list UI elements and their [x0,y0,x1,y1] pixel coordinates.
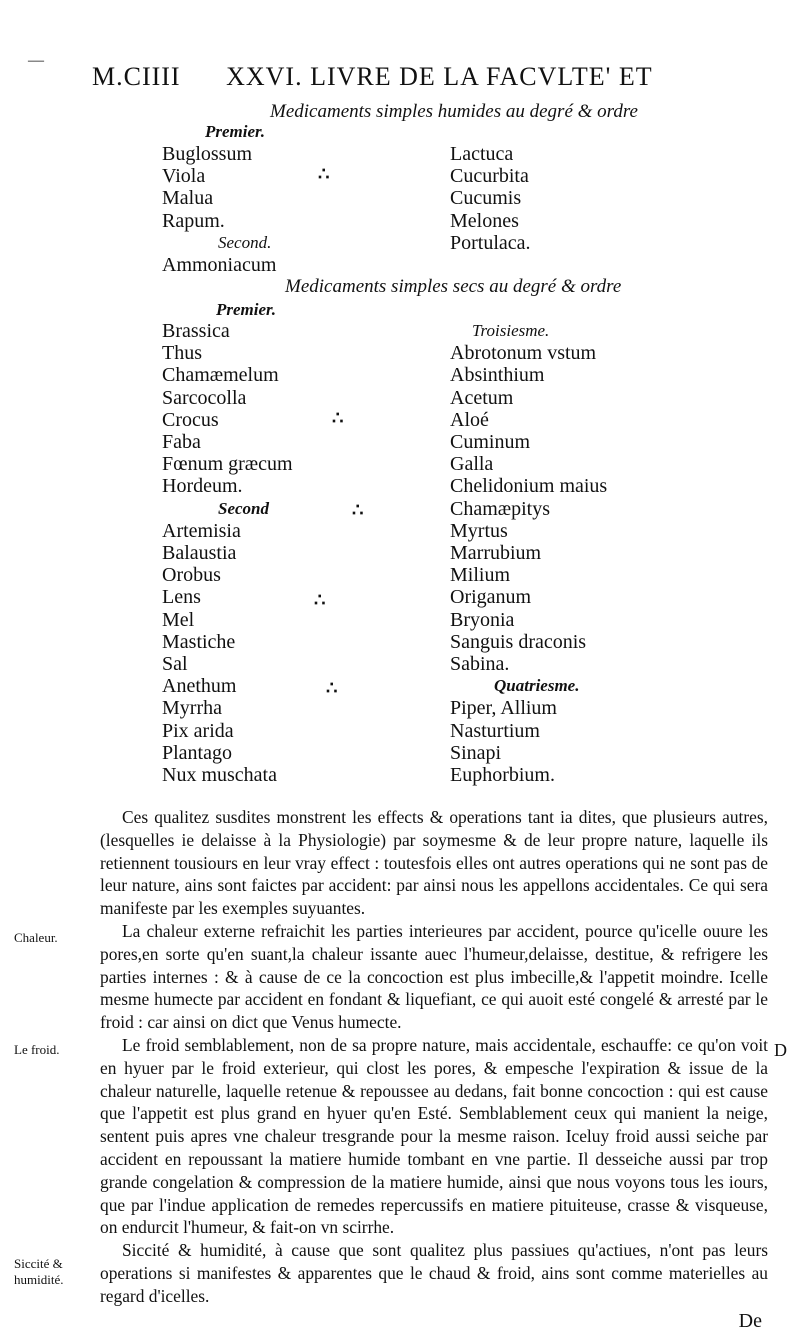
list-item: Mel [162,608,195,631]
list-item: Myrrha [162,697,222,720]
margin-note-line: humidité. [14,1272,64,1287]
label-troisiesme: Troisiesme. [472,321,550,340]
label-second-humides: Second. [218,232,272,252]
list-item: Anethum [162,675,237,698]
list-item: Myrtus [450,519,508,542]
running-title: XXVI. LIVRE DE LA FACVLTE' ET [226,62,653,91]
list-item: Ammoniacum [162,254,277,277]
paragraph-qualitez: Ces qualitez susdites monstrent les effects & operations tant ia dites, que plusieurs autres, (lesquelles ie delaisse à la Physiologie) par soymesme & de leur propre nature, laquelle ils retiennent tousiours en leur vray effect : toutesfois elles ont autres operations qui ne sont pas de leur nature, ains sont faictes par accident: par ainsi nous les appellons accidentales. Ce qui sera manifeste par les exemples suyuantes. [100,807,768,919]
list-item: Sanguis draconis [450,630,587,653]
list-item: Melones [450,209,519,232]
list-item: Buglossum [162,143,253,165]
list-item: Bryonia [450,608,515,631]
dots-separator: ∴ [352,500,364,520]
list-item: Lactuca [450,143,514,165]
section-letter-mark: D [774,1040,787,1060]
list-item: Sabina. [450,653,510,676]
humides-left-column [162,143,276,276]
list-item: Milium [450,564,511,587]
list-item: Crocus [162,408,219,431]
list-item: Chamæpitys [450,497,551,520]
list-item: Balaustia [162,542,237,565]
list-item: Orobus [162,564,221,587]
paragraph-froid: Le froid semblablement, non de sa propre nature, mais accidentale, eschauffe: ce qu'on voit en hyuer par le froid exterieur, qui clost les pores, & empesche l'expiration & issue de la chaleur naturelle, laquelle retenue & repoussee au dedans, fait bonne concoction : qui est cause que l'appetit est plus grand en hyuer qu'en Esté. Semblablement ceux qui manient la neige, sentent puis apres vne chaleur tresgrande pour la mesme raison. Iceluy froid aussi seiche par accident en repoussant la matiere humide tombant en vne partie. Il desseiche aussi par trop grande congelation & compression de la matiere humide, ainsi que nous voyons tous les iours, que par l'indue application de remedes repercussifs en matiere pituiteuse, crasse & visqueuse, on endurcit l'humeur, & fait-on vn scirrhe. [100,1034,768,1238]
list-item: Hordeum. [162,475,243,498]
body-text [100,806,768,1308]
list-item: Viola [162,165,206,188]
secs-right-column [450,320,607,786]
list-item: Plantago [162,741,232,764]
list-item: Aloé [450,408,489,431]
label-premier-secs: Premier. [216,300,276,319]
humides-right-column [450,143,531,254]
list-item: Rapum. [162,209,225,232]
list-item: Galla [450,453,494,476]
list-item: Malua [162,187,214,210]
dots-separator: ∴ [318,164,330,184]
dots-separator: ∴ [314,590,326,610]
corner-mark: — [28,52,44,69]
list-item: Brassica [162,320,230,342]
margin-note-siccite [14,1256,63,1288]
list-item: Pix arida [162,719,234,742]
list-item: Chamæmelum [162,364,279,387]
list-item: Marrubium [450,542,542,565]
dots-separator: ∴ [332,408,344,428]
list-item: Acetum [450,386,514,409]
list-item: Sinapi [450,741,502,764]
margin-note-line: Siccité & [14,1256,63,1271]
list-item: Cucumis [450,187,522,210]
section-title-humides: Medicaments simples humides au degré & ordre [270,101,638,122]
list-item: Cucurbita [450,165,529,188]
dots-separator: ∴ [326,678,338,698]
list-item: Artemisia [162,519,241,542]
margin-note-chaleur: Chaleur. [14,930,58,945]
list-item: Cuminum [450,431,531,454]
page-header [92,62,653,92]
list-item: Origanum [450,586,532,609]
list-item: Lens [162,586,201,609]
catchword: De [738,1310,762,1332]
list-item: Mastiche [162,630,236,653]
list-item: Thus [162,342,202,365]
margin-note-froid: Le froid. [14,1042,60,1057]
list-item: Nasturtium [450,719,540,742]
list-item: Abrotonum vstum [450,342,597,365]
paragraph-siccite: Siccité & humidité, à cause que sont qualitez plus passiues qu'actiues, n'ont pas leurs operations si manifestes & apparentes que le chaud & froid, ains sont comme materielles au regard d'icelles. [100,1240,768,1306]
list-item: Portulaca. [450,231,531,254]
folio-number: M.CIIII [92,62,181,91]
section-title-secs: Medicaments simples secs au degré & ordre [285,276,622,297]
label-premier-humides: Premier. [205,122,265,141]
list-item: Absinthium [450,364,545,387]
list-item: Sal [162,653,188,676]
list-item: Fœnum græcum [162,453,293,476]
secs-left-column [162,320,293,786]
list-item: Nux muschata [162,764,277,787]
list-item: Faba [162,431,201,454]
list-item: Euphorbium. [450,764,555,787]
paragraph-chaleur: La chaleur externe refraichit les parties interieures par accident, pource qu'icelle ouure les pores,en sorte qu'en suant,la chaleur issante auec l'humeur,delaisse, destitue, & refrigere les parties internes : & à cause de ce la concoction est plus imbecille,& l'appetit moindre. Icelle mesme humecte par accident en fondant & liquefiant, ce qui auoit esté congelé & arresté par le froid : car ainsi on dict que Venus humecte. [100,920,768,1033]
label-quatriesme: Quatriesme. [494,676,580,696]
list-item: Piper, Allium [450,697,557,720]
list-item: Sarcocolla [162,386,247,409]
label-second-secs: Second [218,498,269,518]
list-item: Chelidonium maius [450,475,608,498]
